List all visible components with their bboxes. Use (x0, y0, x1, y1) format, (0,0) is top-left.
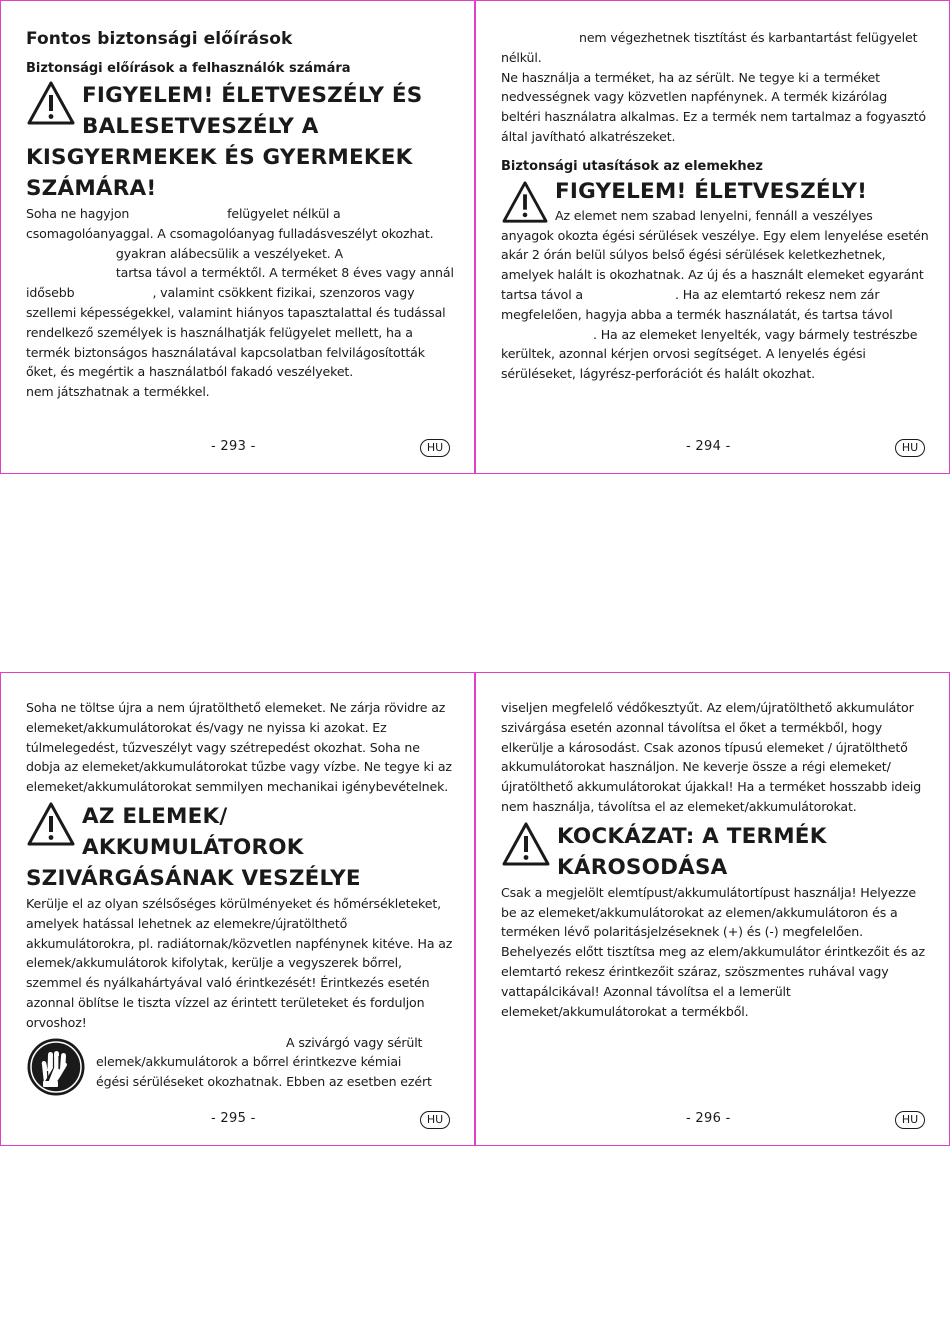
page-number: - 295 - (211, 1111, 256, 1126)
safety-paragraph: Csak a megjelölt elemtípust/akkumulátortípust használja! Helyezze be az elemeket/akkumulátorokat az elemen/akkumulátoron és a terméken lévő polaritásjelzéseknek (+) és (-) megfelelően. Behelyezés előtt tisztítsa meg az elem/akkumulátor érintkezőit és az elemtartó rekesz érintkezőit száraz, szöszmentes ruhával vagy vattapálcikával! Azonnal távolítsa el a lemerült elemeket/akkumulátorokat a termékből. (501, 884, 926, 1019)
text-fragment: Az elemet nem szabad lenyelni, fennáll a veszélyes anyagok okozta égési sérülések veszélye. Egy elem lenyelése esetén akár 2 órán belül súlyos belső égési sérülések keletkezhetnek, amelyek halált is okozhatnak. Az új és a használt elemeket egyaránt tartsa távol a (501, 207, 929, 302)
page-content (501, 698, 929, 1021)
warning-title-line: AZ ELEMEK/ (82, 803, 228, 829)
section-subtitle: Biztonsági utasítások az elemekhez (501, 158, 763, 174)
text-fragment: nem játszhatnak a termékkel. (26, 384, 210, 400)
text-fragment: felügyelet nélkül a csomagolóanyaggal. A csomagolóanyag fulladásveszélyt okozhat. (26, 206, 434, 241)
warning-triangle-icon (26, 80, 76, 126)
warning-block (501, 178, 929, 384)
safety-paragraph (26, 204, 454, 402)
text-fragment: elemek/akkumulátorok a bőrrel érintkezve kémiai (96, 1054, 402, 1070)
safety-paragraph: Kerülje el az olyan szélsőséges körülményeket és hőmérsékleteket, amelyek hatással lehetnek az elemekre/újratölthető akkumulátorokra, pl. radiátornak/közvetlen napfénynek kitéve. Ha az elemek/akkumulátorok kifolytak, kerülje a vegyszerek bőrrel, szemmel és nyálkahártyával való érintkezését! Érintkezés esetén azonnal öblítse le tiszta vízzel az érintett területeket és forduljon orvoshoz! (26, 895, 453, 1030)
page-footer (1, 1111, 476, 1131)
warning-title-line: KÁROSODÁSA (557, 854, 728, 880)
text-fragment: gyakran alábecsülik a veszélyeket. A (115, 245, 343, 261)
page-footer (476, 439, 950, 459)
text-fragment: nem végezhetnek tisztítást és karbantartást felügyelet nélkül. (501, 30, 918, 65)
warning-title-line: FIGYELEM! ÉLETVESZÉLY ÉS (82, 83, 423, 108)
safety-paragraph: Soha ne töltse újra a nem újratölthető elemeket. Ne zárja rövidre az elemeket/akkumulátorokat és/vagy ne nyissa ki azokat. Ez túlmelegedést, tűzveszélyt vagy szétrepedést okozhat. Soha ne dobja az elemeket/akkumulátorokat tűzbe vagy vízbe. Ne tegye ki az elemeket/akkumulátorokat semmilyen mechanikai igénybevételnek. (26, 700, 452, 795)
page-footer (476, 1111, 950, 1131)
warning-triangle-icon (26, 801, 76, 847)
text-fragment: A szivárgó vagy sérült (286, 1034, 423, 1050)
warning-title-line: SZIVÁRGÁSÁNAK VESZÉLYE (26, 865, 361, 891)
page-content (26, 27, 454, 402)
warning-title-line: KISGYERMEKEK ÉS GYERMEKEK (26, 145, 413, 170)
text-fragment: . Ha az elemtartó rekesz nem zár megfelelően, hagyja abba a termék használatát, és tartsa távol (501, 286, 893, 322)
warning-title-line: SZÁMÁRA! (26, 176, 157, 201)
page-number: - 294 - (686, 439, 731, 454)
warning-triangle-icon (501, 821, 551, 867)
warning-title-line: KOCKÁZAT: A TERMÉK (557, 823, 827, 849)
text-fragment: . Ha az elemeket lenyelték, vagy bármely testrészbe kerültek, azonnal kérjen orvosi segítséget. A lenyelés égési sérüléseket, lágyrész-perforációt és halált okozhat. (501, 326, 918, 382)
safety-paragraph: Ne használja a terméket, ha az sérült. Ne tegye ki a terméket nedvességnek vagy közvetlen napfénynek. A termék kizárólag beltéri használatra alkalmas. Ez a termék nem tartalmaz a fogyasztó által javítható alkatrészeket. (501, 69, 926, 144)
text-fragment: Soha ne hagyjon (26, 206, 130, 221)
hu-language-badge: HU (420, 439, 450, 457)
glove-notice-text (26, 1033, 454, 1092)
safety-paragraph (501, 28, 929, 68)
page-content (501, 28, 929, 384)
page-footer (1, 439, 476, 459)
hu-language-badge: HU (420, 1111, 450, 1129)
warning-triangle-icon (501, 180, 549, 224)
text-fragment: égési sérüléseket okozhatnak. Ebben az esetben ezért (96, 1074, 432, 1090)
manual-page-294 (475, 0, 950, 474)
warning-title-line: AKKUMULÁTOROK (82, 834, 304, 860)
page-content (26, 698, 454, 1093)
manual-page-293 (0, 0, 475, 474)
text-fragment: , valamint csökkent fizikai, szenzoros vagy szellemi képességekkel, valamint hiányos tapasztalattal és tudással rendelkező személyek is használhatják felügyelet mellett, ha a termék biztonságos használatával kapcsolatban felvilágosították őket, és megértik a használatból fakadó veszélyeket. (26, 285, 446, 380)
safety-paragraph (501, 206, 929, 384)
section-subtitle: Biztonsági előírások a felhasználók számára (26, 61, 351, 76)
warning-block (26, 801, 454, 894)
text-fragment: tartsa távol a terméktől. A terméket 8 éves vagy annál idősebb (26, 265, 454, 301)
page-number: - 293 - (211, 439, 256, 454)
warning-block (501, 821, 929, 883)
safety-paragraph: viseljen megfelelő védőkesztyűt. Az elem/újratölthető akkumulátor szivárgása esetén azonnal távolítsa el őket a termékből, hogy elkerülje a károsodást. Csak azonos típusú elemeket / újratölthető akkumulátorokat használjon. Ne keverje össze a régi elemeket/újratölthető akkumulátorokat újakkal! Ha a terméket hosszabb ideig nem használja, távolítsa el az elemeket/akkumulátorokat. (501, 700, 922, 814)
section-title: Fontos biztonsági előírások (26, 29, 293, 49)
warning-block (26, 80, 454, 204)
hu-language-badge: HU (895, 1111, 925, 1129)
glove-notice (26, 1033, 454, 1093)
page-number: - 296 - (686, 1111, 731, 1126)
hu-language-badge: HU (895, 439, 925, 457)
warning-title: FIGYELEM! ÉLETVESZÉLY! (555, 178, 868, 204)
warning-title-line: BALESETVESZÉLY A (82, 114, 319, 139)
manual-page-296 (475, 672, 950, 1146)
manual-page-295 (0, 672, 475, 1146)
